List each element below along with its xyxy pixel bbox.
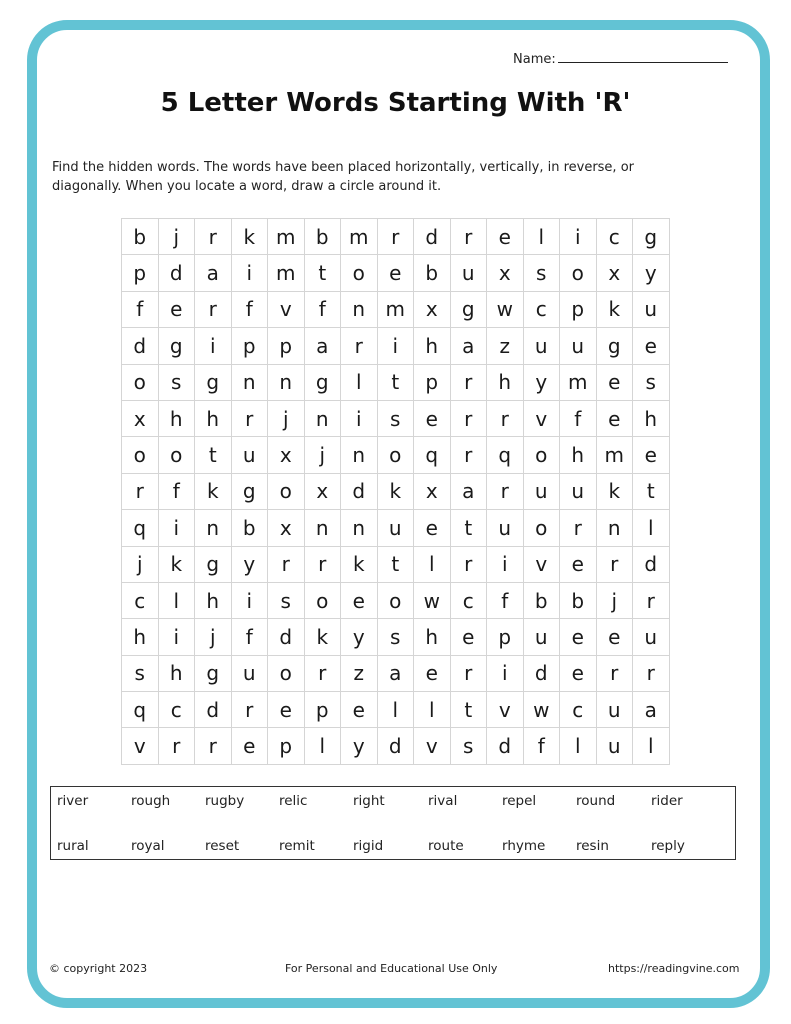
grid-cell[interactable]: p [232, 328, 269, 364]
grid-cell[interactable]: v [414, 728, 451, 764]
grid-cell[interactable]: x [487, 255, 524, 291]
grid-cell[interactable]: u [560, 474, 597, 510]
word-bank-item: route [428, 838, 464, 854]
grid-cell[interactable]: c [560, 692, 597, 728]
word-bank-item: right [353, 793, 385, 809]
grid-cell[interactable]: x [268, 437, 305, 473]
instructions-text: Find the hidden words. The words have been placed horizontally, vertically, in reverse, or diagonally. When you locate a word, draw a circle around it. [52, 160, 634, 194]
grid-cell[interactable]: x [268, 510, 305, 546]
word-bank-item: river [57, 793, 89, 809]
grid-cell[interactable]: g [597, 328, 634, 364]
grid-cell[interactable]: d [633, 547, 670, 583]
grid-cell[interactable]: t [378, 547, 415, 583]
grid-cell[interactable]: r [487, 474, 524, 510]
grid-cell[interactable]: l [633, 728, 670, 764]
grid-cell[interactable]: u [487, 510, 524, 546]
word-bank-item: repel [502, 793, 537, 809]
grid-cell[interactable]: o [122, 365, 159, 401]
grid-cell[interactable]: c [451, 583, 488, 619]
grid-cell[interactable]: g [195, 656, 232, 692]
grid-cell[interactable]: l [524, 219, 561, 255]
grid-cell[interactable]: r [451, 437, 488, 473]
grid-cell[interactable]: s [633, 365, 670, 401]
grid-cell[interactable]: p [122, 255, 159, 291]
grid-cell[interactable]: u [560, 328, 597, 364]
grid-cell[interactable]: b [560, 583, 597, 619]
grid-cell[interactable]: z [487, 328, 524, 364]
grid-cell[interactable]: i [487, 547, 524, 583]
grid-cell[interactable]: p [268, 328, 305, 364]
grid-cell[interactable]: y [524, 365, 561, 401]
grid-cell[interactable]: k [232, 219, 269, 255]
grid-cell[interactable]: g [305, 365, 342, 401]
grid-cell[interactable]: r [560, 510, 597, 546]
grid-cell[interactable]: d [195, 692, 232, 728]
grid-cell[interactable]: e [341, 583, 378, 619]
grid-cell[interactable]: e [597, 365, 634, 401]
grid-cell[interactable]: n [341, 510, 378, 546]
grid-cell[interactable]: h [487, 365, 524, 401]
grid-cell[interactable]: h [122, 619, 159, 655]
grid-cell[interactable]: j [305, 437, 342, 473]
site-url: https://readingvine.com [608, 962, 740, 975]
grid-cell[interactable]: r [451, 219, 488, 255]
grid-cell[interactable]: c [122, 583, 159, 619]
grid-cell[interactable]: y [341, 728, 378, 764]
grid-cell[interactable]: i [232, 255, 269, 291]
grid-cell[interactable]: f [305, 292, 342, 328]
grid-cell[interactable]: r [341, 328, 378, 364]
grid-cell[interactable]: e [597, 401, 634, 437]
grid-cell[interactable]: g [633, 219, 670, 255]
grid-cell[interactable]: e [560, 619, 597, 655]
grid-cell[interactable]: m [268, 255, 305, 291]
grid-cell[interactable]: o [305, 583, 342, 619]
grid-cell[interactable]: d [414, 219, 451, 255]
grid-cell[interactable]: u [232, 656, 269, 692]
grid-cell[interactable]: o [524, 437, 561, 473]
grid-cell[interactable]: k [305, 619, 342, 655]
grid-cell[interactable]: i [195, 328, 232, 364]
grid-cell[interactable]: w [414, 583, 451, 619]
grid-cell[interactable]: r [451, 547, 488, 583]
grid-cell[interactable]: h [414, 328, 451, 364]
grid-cell[interactable]: k [195, 474, 232, 510]
grid-cell[interactable]: e [414, 656, 451, 692]
grid-cell[interactable]: z [341, 656, 378, 692]
grid-cell[interactable]: r [122, 474, 159, 510]
grid-cell[interactable]: k [159, 547, 196, 583]
grid-cell[interactable]: g [195, 365, 232, 401]
grid-cell[interactable]: x [305, 474, 342, 510]
grid-cell[interactable]: r [451, 656, 488, 692]
grid-cell[interactable]: e [232, 728, 269, 764]
grid-cell[interactable]: e [159, 292, 196, 328]
grid-cell[interactable]: h [560, 437, 597, 473]
grid-cell[interactable]: e [341, 692, 378, 728]
grid-cell[interactable]: b [524, 583, 561, 619]
grid-cell[interactable]: l [414, 547, 451, 583]
grid-cell[interactable]: n [341, 292, 378, 328]
grid-cell[interactable]: m [597, 437, 634, 473]
grid-cell[interactable]: a [451, 328, 488, 364]
word-bank-item: relic [279, 793, 308, 809]
grid-cell[interactable]: r [268, 547, 305, 583]
grid-cell[interactable]: u [633, 292, 670, 328]
grid-cell[interactable]: b [232, 510, 269, 546]
grid-cell[interactable]: s [451, 728, 488, 764]
grid-cell[interactable]: o [560, 255, 597, 291]
grid-cell[interactable]: e [597, 619, 634, 655]
grid-cell[interactable]: c [159, 692, 196, 728]
grid-cell[interactable]: h [633, 401, 670, 437]
grid-cell[interactable]: n [305, 401, 342, 437]
grid-cell[interactable]: n [305, 510, 342, 546]
grid-cell[interactable]: r [195, 292, 232, 328]
grid-cell[interactable]: u [524, 619, 561, 655]
grid-cell[interactable]: b [305, 219, 342, 255]
grid-cell[interactable]: l [341, 365, 378, 401]
grid-cell[interactable]: g [159, 328, 196, 364]
grid-cell[interactable]: q [487, 437, 524, 473]
grid-cell[interactable]: y [341, 619, 378, 655]
grid-cell[interactable]: g [451, 292, 488, 328]
grid-cell[interactable]: n [195, 510, 232, 546]
grid-cell[interactable]: i [378, 328, 415, 364]
grid-cell[interactable]: t [195, 437, 232, 473]
grid-cell[interactable]: b [122, 219, 159, 255]
grid-cell[interactable]: r [305, 547, 342, 583]
grid-cell[interactable]: q [414, 437, 451, 473]
grid-cell[interactable]: l [159, 583, 196, 619]
grid-cell[interactable]: j [159, 219, 196, 255]
grid-cell[interactable]: u [232, 437, 269, 473]
word-bank-item: royal [131, 838, 165, 854]
grid-cell[interactable]: h [195, 401, 232, 437]
grid-cell[interactable]: w [487, 292, 524, 328]
grid-cell[interactable]: d [524, 656, 561, 692]
grid-cell[interactable]: r [633, 583, 670, 619]
grid-cell[interactable]: m [560, 365, 597, 401]
grid-cell[interactable]: s [524, 255, 561, 291]
grid-cell[interactable]: h [159, 401, 196, 437]
grid-cell[interactable]: o [341, 255, 378, 291]
grid-cell[interactable]: d [378, 728, 415, 764]
grid-cell[interactable]: x [414, 292, 451, 328]
grid-cell[interactable]: u [451, 255, 488, 291]
grid-cell[interactable]: d [159, 255, 196, 291]
grid-cell[interactable]: f [560, 401, 597, 437]
grid-cell[interactable]: q [122, 692, 159, 728]
grid-cell[interactable]: x [122, 401, 159, 437]
worksheet-title: 5 Letter Words Starting With 'R' [160, 88, 631, 118]
grid-cell[interactable]: g [232, 474, 269, 510]
grid-cell[interactable]: j [195, 619, 232, 655]
grid-cell[interactable]: n [268, 365, 305, 401]
grid-cell[interactable]: p [487, 619, 524, 655]
grid-cell[interactable]: o [378, 583, 415, 619]
grid-cell[interactable]: v [524, 547, 561, 583]
word-bank-item: reply [651, 838, 685, 854]
word-bank-item: reset [205, 838, 240, 854]
grid-cell[interactable]: l [414, 692, 451, 728]
grid-cell[interactable]: i [159, 619, 196, 655]
grid-cell[interactable]: e [560, 547, 597, 583]
grid-cell[interactable]: f [159, 474, 196, 510]
grid-cell[interactable]: h [159, 656, 196, 692]
grid-cell[interactable]: s [268, 583, 305, 619]
grid-cell[interactable]: s [378, 619, 415, 655]
grid-cell[interactable]: t [378, 365, 415, 401]
grid-cell[interactable]: r [232, 692, 269, 728]
grid-cell[interactable]: y [232, 547, 269, 583]
grid-cell[interactable]: s [159, 365, 196, 401]
grid-cell[interactable]: l [633, 510, 670, 546]
grid-cell[interactable]: t [451, 510, 488, 546]
grid-cell[interactable]: y [633, 255, 670, 291]
grid-cell[interactable]: u [633, 619, 670, 655]
grid-cell[interactable]: d [341, 474, 378, 510]
grid-cell[interactable]: u [378, 510, 415, 546]
grid-cell[interactable]: p [305, 692, 342, 728]
grid-cell[interactable]: f [232, 619, 269, 655]
grid-cell[interactable]: k [597, 292, 634, 328]
grid-cell[interactable]: j [597, 583, 634, 619]
grid-cell[interactable]: p [268, 728, 305, 764]
grid-cell[interactable]: f [487, 583, 524, 619]
copyright-text: © copyright 2023 [49, 962, 148, 975]
grid-cell[interactable]: g [195, 547, 232, 583]
grid-cell[interactable]: p [414, 365, 451, 401]
grid-cell[interactable]: e [633, 437, 670, 473]
grid-cell[interactable]: o [268, 656, 305, 692]
grid-cell[interactable]: l [378, 692, 415, 728]
grid-cell[interactable]: h [195, 583, 232, 619]
grid-cell[interactable]: i [232, 583, 269, 619]
grid-cell[interactable]: e [414, 401, 451, 437]
grid-cell[interactable]: r [487, 401, 524, 437]
word-bank-item: rival [428, 793, 458, 809]
grid-cell[interactable]: t [633, 474, 670, 510]
word-bank-item: resin [576, 838, 609, 854]
grid-cell[interactable]: s [378, 401, 415, 437]
grid-cell[interactable]: i [159, 510, 196, 546]
grid-cell[interactable]: s [122, 656, 159, 692]
grid-cell[interactable]: l [305, 728, 342, 764]
grid-cell[interactable]: b [414, 255, 451, 291]
grid-cell[interactable]: d [122, 328, 159, 364]
grid-cell[interactable]: o [378, 437, 415, 473]
name-blank-line[interactable] [558, 50, 728, 63]
grid-cell[interactable]: e [487, 219, 524, 255]
grid-cell[interactable]: r [195, 219, 232, 255]
usage-text: For Personal and Educational Use Only [285, 962, 498, 975]
grid-cell[interactable]: m [378, 292, 415, 328]
grid-cell[interactable]: r [597, 656, 634, 692]
grid-cell[interactable]: e [414, 510, 451, 546]
grid-cell[interactable]: c [597, 219, 634, 255]
grid-cell[interactable]: e [268, 692, 305, 728]
grid-cell[interactable]: r [633, 656, 670, 692]
grid-cell[interactable]: r [195, 728, 232, 764]
word-bank [50, 786, 736, 860]
grid-cell[interactable]: j [268, 401, 305, 437]
grid-cell[interactable]: k [341, 547, 378, 583]
grid-cell[interactable]: r [159, 728, 196, 764]
grid-cell[interactable]: v [524, 401, 561, 437]
word-bank-item: rhyme [502, 838, 546, 854]
grid-cell[interactable]: u [597, 692, 634, 728]
grid-cell[interactable]: v [487, 692, 524, 728]
grid-cell[interactable]: o [524, 510, 561, 546]
grid-cell[interactable]: n [232, 365, 269, 401]
grid-cell[interactable]: i [341, 401, 378, 437]
name-field [513, 50, 728, 67]
grid-cell[interactable]: a [451, 474, 488, 510]
grid-cell[interactable]: o [122, 437, 159, 473]
grid-cell[interactable]: v [122, 728, 159, 764]
grid-cell[interactable]: v [268, 292, 305, 328]
grid-cell[interactable]: r [597, 547, 634, 583]
grid-cell[interactable]: m [268, 219, 305, 255]
grid-cell[interactable]: d [487, 728, 524, 764]
word-bank-item: rugby [205, 793, 245, 809]
grid-cell[interactable]: h [414, 619, 451, 655]
grid-cell[interactable]: e [560, 656, 597, 692]
grid-cell[interactable]: e [451, 619, 488, 655]
grid-cell[interactable]: r [378, 219, 415, 255]
grid-cell[interactable]: a [305, 328, 342, 364]
grid-cell[interactable]: w [524, 692, 561, 728]
grid-cell[interactable]: x [414, 474, 451, 510]
grid-cell[interactable]: e [633, 328, 670, 364]
grid-cell[interactable]: n [341, 437, 378, 473]
grid-cell[interactable]: k [597, 474, 634, 510]
grid-cell[interactable]: c [524, 292, 561, 328]
grid-cell[interactable]: d [268, 619, 305, 655]
grid-cell[interactable]: u [524, 474, 561, 510]
word-bank-item: rough [131, 793, 171, 809]
grid-cell[interactable]: k [378, 474, 415, 510]
word-bank-item: rural [57, 838, 89, 854]
grid-cell[interactable]: m [341, 219, 378, 255]
grid-cell[interactable]: f [232, 292, 269, 328]
grid-cell[interactable]: x [597, 255, 634, 291]
grid-cell[interactable]: a [195, 255, 232, 291]
word-search-grid [121, 218, 670, 765]
grid-cell[interactable]: f [524, 728, 561, 764]
grid-cell[interactable]: a [633, 692, 670, 728]
word-bank-item: remit [279, 838, 315, 854]
grid-cell[interactable]: t [451, 692, 488, 728]
grid-cell[interactable]: n [597, 510, 634, 546]
grid-cell[interactable]: r [232, 401, 269, 437]
grid-cell[interactable]: r [305, 656, 342, 692]
grid-cell[interactable]: q [122, 510, 159, 546]
word-bank-item: rigid [353, 838, 384, 854]
grid-cell[interactable]: j [122, 547, 159, 583]
grid-cell[interactable]: l [560, 728, 597, 764]
grid-cell[interactable]: i [560, 219, 597, 255]
grid-cell[interactable]: a [378, 656, 415, 692]
grid-cell[interactable]: t [305, 255, 342, 291]
grid-cell[interactable]: r [451, 401, 488, 437]
grid-cell[interactable]: r [451, 365, 488, 401]
grid-cell[interactable]: o [268, 474, 305, 510]
grid-cell[interactable]: i [487, 656, 524, 692]
grid-cell[interactable]: u [524, 328, 561, 364]
grid-cell[interactable]: p [560, 292, 597, 328]
grid-cell[interactable]: o [159, 437, 196, 473]
word-bank-item: round [576, 793, 616, 809]
grid-cell[interactable]: f [122, 292, 159, 328]
word-bank-item: rider [651, 793, 683, 809]
grid-cell[interactable]: e [378, 255, 415, 291]
name-label: Name: [513, 52, 556, 67]
grid-cell[interactable]: u [597, 728, 634, 764]
